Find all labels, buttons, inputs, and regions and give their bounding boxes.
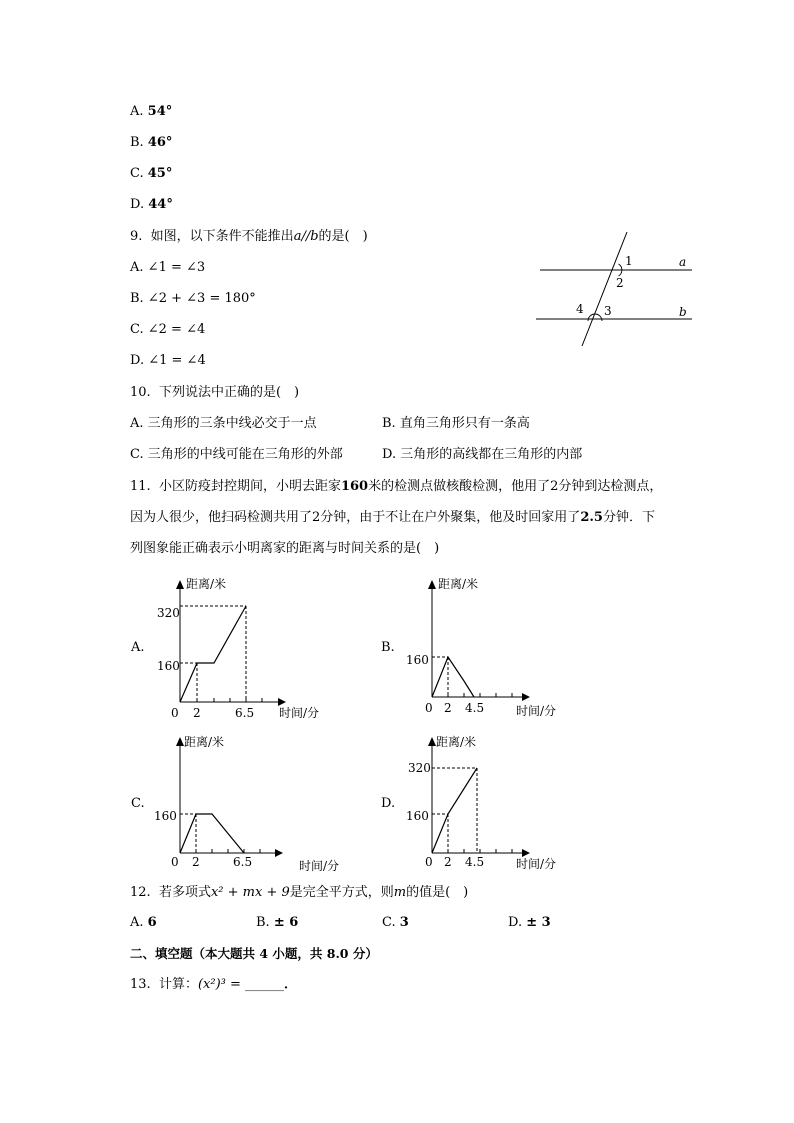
q9-option-b: B. ∠2 + ∠3 = 180° — [130, 291, 256, 306]
graph-c-xlabel: 时间/分 — [299, 859, 340, 873]
angle-label-1: 1 — [625, 254, 633, 268]
q12-stem: 12. 若多项式x² + mx + 9是完全平方式，则m的值是( ) — [130, 885, 469, 900]
graph-d-ytick-160: 160 — [406, 809, 429, 823]
q9-option-a: A. ∠1 = ∠3 — [130, 260, 206, 275]
graph-c-ylabel: 距离/米 — [184, 735, 225, 749]
graph-c-y-arrow — [176, 737, 184, 746]
q10-option-c: C. 三角形的中线可能在三角形的外部 — [130, 447, 343, 462]
q10-option-d: D. 三角形的高线都在三角形的内部 — [382, 447, 583, 462]
graph-d-ylabel: 距离/米 — [436, 735, 477, 749]
q10-option-a: A. 三角形的三条中线必交于一点 — [130, 416, 317, 431]
graph-d-x-arrow — [522, 849, 530, 857]
graph-a-xtick-2: 2 — [193, 706, 201, 720]
graph-a-option-label: A. — [131, 640, 145, 655]
graph-a-ytick-160: 160 — [157, 659, 180, 673]
graph-b-curve — [432, 657, 474, 697]
graph-c-curve — [180, 814, 244, 853]
graph-d-xtick-2: 2 — [444, 855, 452, 869]
graph-d-origin: 0 — [425, 855, 433, 869]
graph-b-xlabel: 时间/分 — [516, 704, 557, 718]
q13-answer-blank[interactable]: ______ — [245, 977, 285, 992]
graph-b-option-label: B. — [381, 640, 395, 655]
graph-a-ylabel: 距离/米 — [186, 577, 227, 591]
graph-a — [150, 575, 350, 725]
q8-option-c: C. 45° — [130, 166, 173, 181]
graph-c-xtick-6.5: 6.5 — [233, 855, 253, 869]
graph-a-ytick-320: 320 — [157, 606, 180, 620]
graph-a-xtick-6.5: 6.5 — [235, 706, 255, 720]
graph-d-ytick-320: 320 — [408, 761, 431, 775]
graph-b-ylabel: 距离/米 — [438, 577, 479, 591]
graph-c-ytick-160: 160 — [154, 809, 177, 823]
q9-option-d: D. ∠1 = ∠4 — [130, 353, 206, 368]
graph-b-x-arrow — [522, 693, 530, 701]
q12-option-a: A. 6 — [130, 915, 157, 930]
graph-b-origin: 0 — [425, 701, 433, 715]
q10-option-b: B. 直角三角形只有一条高 — [382, 416, 530, 431]
line-label-a: a — [679, 255, 687, 269]
graph-a-x-arrow — [278, 698, 286, 706]
graph-c-xtick-2: 2 — [192, 855, 200, 869]
graph-c — [150, 730, 370, 880]
q8-option-d: D. 44° — [130, 197, 173, 212]
q11-stem-line3: 列图象能正确表示小明离家的距离与时间关系的是( ) — [130, 541, 440, 556]
graph-a-origin: 0 — [171, 706, 179, 720]
graph-c-option-label: C. — [131, 796, 145, 811]
q11-stem-line2: 因为人很少，他扫码检测共用了2分钟，由于不让在户外聚集，他及时回家用了2.5分钟．下 — [130, 510, 655, 525]
q11-stem-line1: 11. 小区防疫封控期间，小明去距家160米的检测点做核酸检测，他用了2分钟到达检测点， — [130, 479, 663, 494]
graph-d-curve — [432, 768, 477, 853]
angle-3-4-arc — [588, 314, 602, 321]
q12-option-d: D. ± 3 — [508, 915, 551, 930]
line-label-b: b — [679, 305, 687, 319]
graph-a-y-arrow — [176, 580, 184, 589]
graph-b-xtick-4.5: 4.5 — [465, 701, 485, 715]
section-2-title: 二、填空题（本大题共 4 小题，共 8.0 分） — [130, 946, 378, 961]
graph-b-ytick-160: 160 — [406, 653, 429, 667]
angle-label-2: 2 — [616, 276, 624, 290]
graph-b-y-arrow — [428, 580, 436, 589]
graph-d-y-arrow — [428, 737, 436, 746]
graph-c-origin: 0 — [171, 855, 179, 869]
angle-label-4: 4 — [576, 302, 584, 316]
graph-d — [402, 730, 602, 880]
graph-c-x-arrow — [275, 849, 283, 857]
q9-option-c: C. ∠2 = ∠4 — [130, 322, 206, 337]
q9-stem: 9. 如图，以下条件不能推出a//b的是( ) — [130, 229, 368, 244]
graph-d-xlabel: 时间/分 — [516, 857, 557, 871]
q13-stem: 13. 计算：(x²)³ = ______． — [130, 977, 298, 992]
graph-d-option-label: D. — [381, 796, 396, 811]
q12-option-b: B. ± 6 — [256, 915, 299, 930]
q10-stem: 10. 下列说法中正确的是( ) — [130, 385, 300, 400]
q9-parallel-lines-figure — [530, 228, 700, 350]
q8-option-a: A. 54° — [130, 104, 173, 119]
graph-a-xlabel: 时间/分 — [279, 706, 320, 720]
graph-b-xtick-2: 2 — [444, 701, 452, 715]
angle-label-3: 3 — [604, 304, 612, 318]
q8-option-b: B. 46° — [130, 135, 173, 150]
graph-a-curve — [180, 606, 246, 702]
graph-b — [402, 575, 602, 725]
graph-d-xtick-4.5: 4.5 — [465, 855, 485, 869]
q12-option-c: C. 3 — [382, 915, 409, 930]
